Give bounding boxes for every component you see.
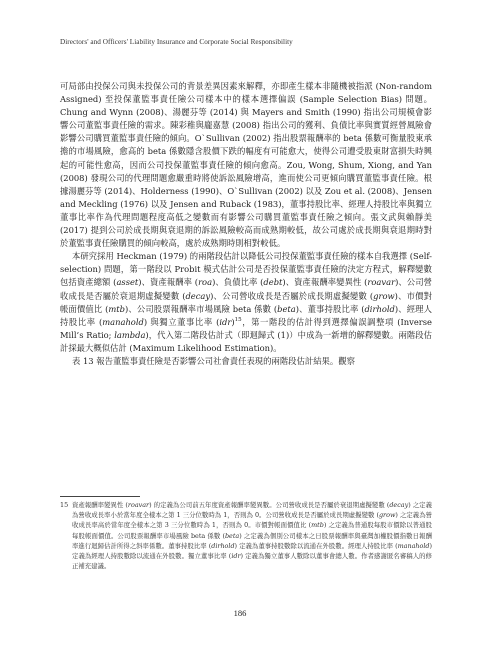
variable-name: mtb [108,303,125,314]
variable-name: grow [373,290,395,301]
text-run: 表 13 報告董監事責任險是否影響公司社會責任表現的兩階段估計結果。觀察 [72,355,355,366]
variable-name: decay [185,290,211,301]
text-run: ) 的定義為公司前五年度資產報酬率變異數。公司營收成長是否屬於衰退期虛擬變數 ( [149,501,390,509]
variable-name: idr [231,552,241,561]
variable-name: manahold [102,316,144,327]
text-run: )、負債比率 ( [212,277,264,288]
running-head: Directors' and Officers' Liability Insurance and Corporate Social Responsibility [60,38,293,46]
text-run: )、公司營收成長是否屬於成長期虛擬變數 ( [210,290,374,301]
text-run: 資產報酬率變異性 ( [72,501,128,509]
paragraph [60,355,432,368]
text-run: )、公司股票報酬率市場風險 beta 係數 ( [125,303,278,314]
text-run: )、資產報酬率 ( [138,277,199,288]
text-run: ) 之定義為普通股每股市價除以普通股每股帳面價值。公司股票報酬率市場風險 beta 係數 ( [72,521,432,540]
text-run: )、經理人持股比率 ( [60,303,432,327]
text-run: )、市價對帳面價值比 ( [60,290,432,314]
variable-name: idr [219,316,232,327]
text-run: )、資產報酬率變異性 ( [282,277,368,288]
variable-name: debt [263,277,283,288]
variable-name: grow [378,511,396,520]
body-text [60,80,432,368]
variable-name: mtb [311,521,324,530]
footnote [60,500,432,571]
text-run: 可局部由投保公司與未投保公司的背景差異因素來解釋，亦即產生樣本非隨機被指派 (Non-random Assigned) 至投保董監事責任險公司樣本中的樣本選擇偏誤 (Sample Selection Bias) 問題。Chung and Wynn (2008)、湯麗芬等 (2014) 與 Mayers and Smith (1990) 指出公司規模會影響公司董監事責任險的需求。陳彩稚與龐嘉慧 (2008) 指出公司的獲利、負債比率與實質經營風險會影響公司購買董監事責任險的傾向。O`Sullivan (2002) 指出股票報酬率的 beta 係數可衡量股東承擔的市場風險，愈高的 beta 係數隱含股價下跌的幅度有可能愈大，使得公司遭受股東財富損失時興起的可能性愈高，因而公司投保董監事責任險的傾向愈高。Zou, Wong, Shum, Xiong, and Yan (2008) 發現公司的代理問題愈嚴重時將使訴訟風險增高，進而使公司更傾向購買董監事責任險。根據湯麗芬等 (2014)、Holderness (1990)、O`Sullivan (2002) 以及 Zou et al. (2008)、Jensen and Meckling (1976) 以及 Jensen and Ruback (1983)，董事持股比率、經理人持股比率與獨立董事比率作為代理問題程度高低之變數而有影響公司購買董監事責任險之傾向。張文武與賴靜美 (2017) 提到公司於成長期與衰退期的訴訟風險較高而成熟期較低，故公司處於成長期與衰退期時對於董監事責任險購買的傾向較高，處於成熟期時則相對較低。 [60,81,432,249]
variable-name: decay [389,501,409,509]
variable-name: roavar [127,501,150,509]
text-run: ) 定義為獨立董事人數除以董事會總人數。作者感謝匿名審稿人的修正補充建議。 [72,552,432,571]
variable-name: asset [116,277,139,288]
variable-name: roa [198,277,213,288]
footnote-ref: 15 [234,316,242,323]
text-run: 本研究採用 Heckman (1979) 的兩階段估計以降低公司投保董監事責任險的樣本自我選擇 (Self-selection) 問題，第一階段以 Probit 模式估計公司是否投保董監事責任險的決定方程式，解釋變數包括資產總額 ( [60,251,432,288]
variable-name: dirhold [211,541,235,550]
page-number: 186 [233,608,247,618]
text-run: )、董事持股比率 ( [295,303,365,314]
text-run: )、公司營收成長是否屬於衰退期虛擬變數 ( [60,277,432,301]
footnote-number: 15 [60,501,69,509]
text-run: ) 之定義為營收成長率高於當年度全樣本之第 3 三分位數時為 1，否則為 0。市價對帳面價值比 ( [72,511,432,530]
variable-name: dirhold [364,303,395,314]
paragraph [60,80,432,250]
footnote-text [72,500,432,571]
variable-name: beta [224,531,240,540]
text-run: ，第一階段的估計得到選擇偏誤調整項 (Inverse Mill’s Ratio; [60,316,432,340]
text-run: ) 定義為經理人持股數除以流通在外股數。獨立董事比率 ( [72,541,432,561]
text-run: ) 之定義為個別公司樣本之日股票報酬率與臺灣加權股價指數日報酬率進行迴歸估計所得之斜率係數。董事持股比率 ( [72,531,432,550]
text-run: ) 之定義為營收成長率小於當年度全樣本之第 1 三分位數時為 1，否則為 0。公司營收成長是否屬於成長期虛擬變數 ( [72,501,432,520]
text-run: ) [231,316,235,327]
footnote-divider [60,496,140,497]
text-run: )，代入第二階段估計式（即迴歸式 (1)）中成為一新增的解釋變數。兩階段估計採最大概似估計 (Maximum Likelihood Estimation)。 [60,329,432,353]
text-run: ) 與獨立董事比率 ( [143,316,220,327]
variable-name: lambda [114,329,146,340]
variable-name: roavar [367,277,396,288]
text-run: ) 定義為董事持股數除以流通在外股數。經理人持股比率 ( [234,541,398,550]
paragraph [60,250,432,355]
variable-name: beta [277,303,296,314]
variable-name: manahold [397,541,430,550]
